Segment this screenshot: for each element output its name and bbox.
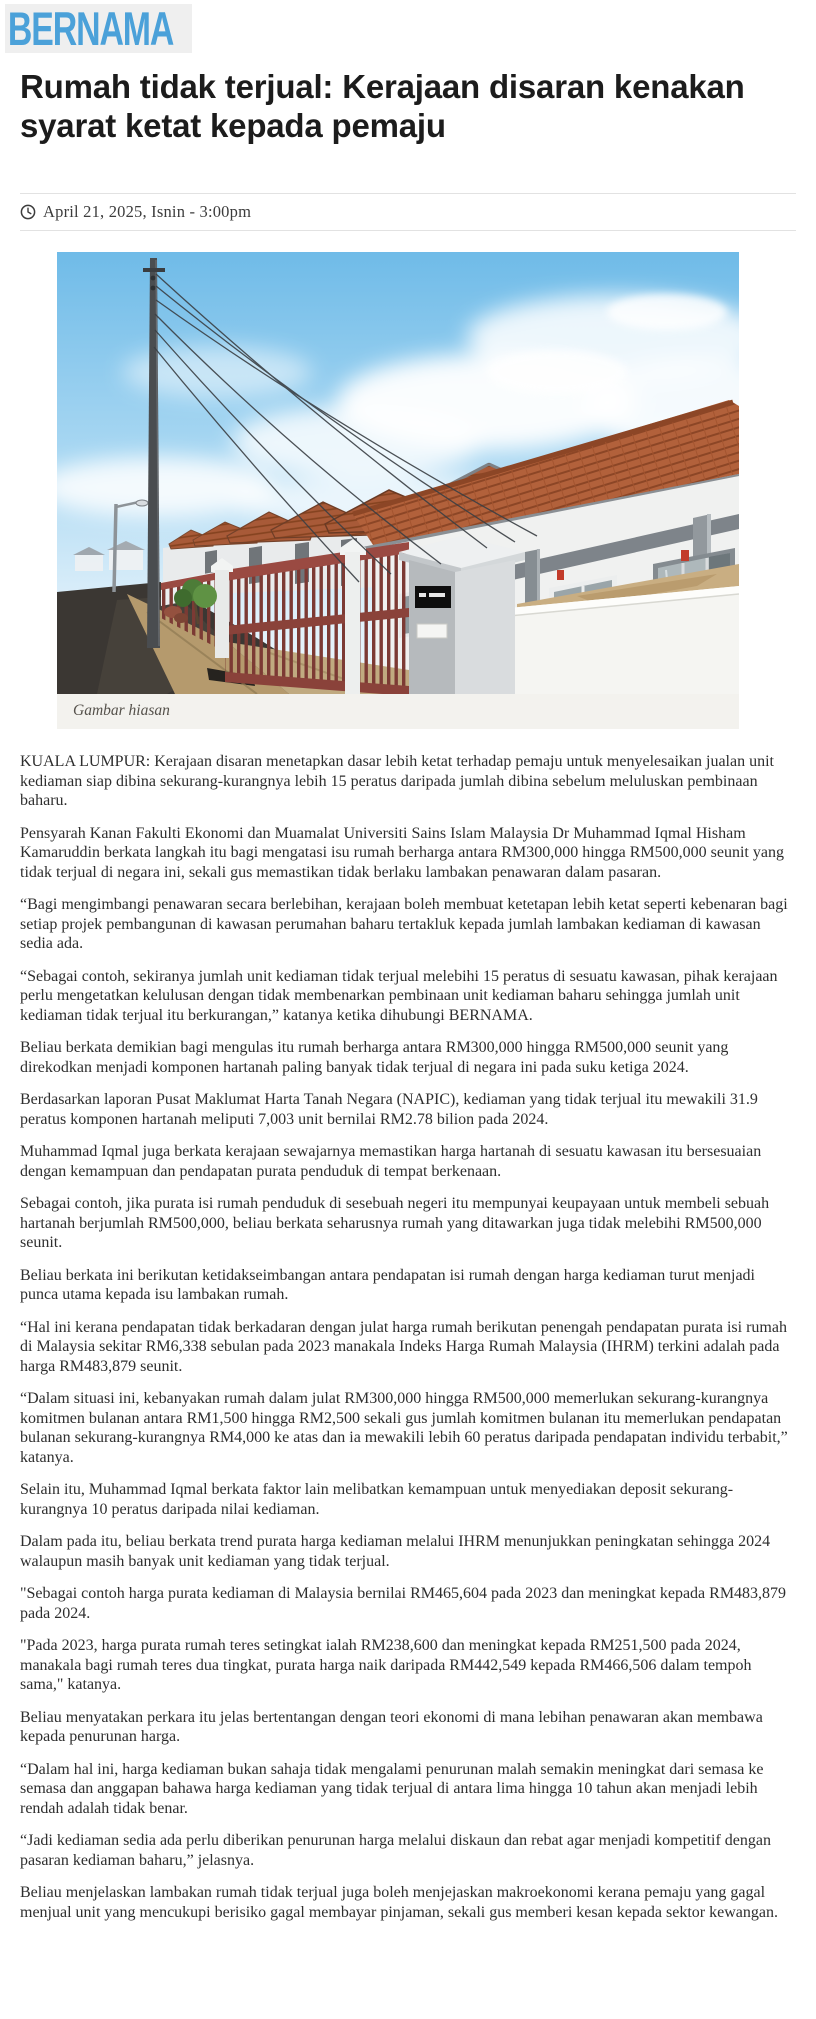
article-paragraph: Beliau menyatakan perkara itu jelas bertentangan dengan teori ekonomi di mana lebihan penawaran akan membawa kepada penurunan harga. [20,1708,763,1745]
article-paragraph: "Sebagai contoh harga purata kediaman di Malaysia bernilai RM465,604 pada 2023 dan meningkat kepada RM483,879 pada 2024. [20,1585,787,1622]
article-paragraph: “Dalam hal ini, harga kediaman bukan sahaja tidak mengalami penurunan malah semakin meningkat dari semasa ke semasa dan anggapan bahawa harga kediaman yang tidak terjual di antara lima hingga 10 tahun akan menjadi lebih rendah adalah tidak benar. [20,1760,764,1817]
article-paragraph: Dalam pada itu, beliau berkata trend purata harga kediaman melalui IHRM menunjukkan peningkatan sehingga 2024 walaupun masih banyak unit kediaman yang tidak terjual. [20,1533,771,1570]
photo-caption: Gambar hiasan [57,694,739,729]
article-paragraph: "Pada 2023, harga purata rumah teres setingkat ialah RM238,600 dan meningkat kepada RM251,500 pada 2024, manakala bagi rumah teres dua tingkat, purata harga naik daripada RM442,549 kepada RM466,506 dalam tempoh sama," katanya. [20,1637,752,1693]
article-paragraph: Berdasarkan laporan Pusat Maklumat Harta Tanah Negara (NAPIC), kediaman yang tidak terjual itu mewakili 31.9 peratus komponen hartanah meliputi 7,003 unit bernilai RM2.78 bilion pada 2024. [20,1091,758,1128]
article-paragraph: Muhammad Iqmal juga berkata kerajaan sewajarnya memastikan harga hartanah di sesuatu kawasan itu bersesuaian dengan kemampuan dan pendapatan purata penduduk di tempat berkenaan. [20,1143,762,1180]
article-paragraph: Pensyarah Kanan Fakulti Ekonomi dan Muamalat Universiti Sains Islam Malaysia Dr Muhammad Iqmal Hisham Kamaruddin berkata langkah itu bagi mengatasi isu rumah berharga antara RM300,000 hingga RM500,000 seunit yang tidak terjual di negara ini, sekali gus memastikan tidak berlaku lambakan penawaran dalam pasaran. [20,824,784,881]
date-bar [20,193,796,231]
bernama-logo-text: BERNAMA [7,4,174,53]
photo-gate-pillar [399,536,525,694]
bernama-logo[interactable] [5,4,192,53]
site-header [0,4,816,53]
article-figure [57,252,739,729]
article-paragraph: “Hal ini kerana pendapatan tidak berkadaran dengan julat harga rumah berikutan penengah pendapatan purata isi rumah di Malaysia sekitar RM6,338 sebulan pada 2023 manakala Indeks Harga Rumah Malaysia (IHRM) terkini adalah pada harga RM483,879 seunit. [20,1318,787,1375]
article-paragraph: “Sebagai contoh, sekiranya jumlah unit kediaman tidak terjual melebihi 15 peratus di sesuatu kawasan, pihak kerajaan perlu mengetatkan kelulusan dengan tidak membenarkan pembinaan unit kediaman baharu sehingga jumlah unit kediaman tidak terjual itu berkurangan,” katanya ketika dihubungi BERNAMA. [20,967,778,1024]
article-paragraph: “Dalam situasi ini, kebanyakan rumah dalam julat RM300,000 hingga RM500,000 memerlukan sekurang-kurangnya komitmen bulanan antara RM1,500 hingga RM2,500 sekali gus jumlah komitmen bulanan itu memerlukan pendapatan bulanan sekurang-kurangnya RM4,000 ke atas dan ia mewakili lebih 60 peratus daripada pendapatan individu terbabit,” katanya. [20,1390,788,1466]
article-paragraph: Sebagai contoh, jika purata isi rumah penduduk di sesebuah negeri itu mempunyai keupayaan untuk membeli sebuah hartanah berjumlah RM500,000, beliau berkata seharusnya rumah yang ditawarkan juga tidak melebihi RM500,000 seunit. [20,1195,770,1251]
publish-date: April 21, 2025, Isnin - 3:00pm [43,202,252,221]
article-photo-image [57,252,739,694]
page-title: Rumah tidak terjual: Kerajaan disaran kenakan syarat ketat kepada pemaju [20,68,745,144]
article-paragraph: “Jadi kediaman sedia ada perlu diberikan penurunan harga melalui diskaun dan rebat agar menjadi kompetitif dengan pasaran kediaman baharu,” jelasnya. [20,1832,771,1869]
article-paragraph: Selain itu, Muhammad Iqmal berkata faktor lain melibatkan kemampuan untuk menyediakan deposit sekurang-kurangnya 10 peratus daripada nilai kediaman. [20,1481,734,1518]
article-paragraph: KUALA LUMPUR: Kerajaan disaran menetapkan dasar lebih ketat terhadap pemaju untuk menyelesaikan jualan unit kediaman siap dibina sekurang-kurangnya lebih 15 peratus daripada jumlah dibina sebelum meluluskan pembinaan baharu. [20,753,774,809]
article-paragraph: Beliau berkata ini berikutan ketidakseimbangan antara pendapatan isi rumah dengan harga kediaman turut menjadi punca utama kepada isu lambakan rumah. [20,1266,755,1303]
clock-icon [20,204,36,220]
article-paragraph: Beliau berkata demikian bagi mengulas itu rumah berharga antara RM300,000 hingga RM500,000 seunit yang direkodkan menjadi komponen hartanah paling banyak tidak terjual di negara ini pada suku ketiga 2024. [20,1039,729,1076]
article-paragraph: “Bagi mengimbangi penawaran secara berlebihan, kerajaan boleh membuat ketetapan lebih ketat seperti kebenaran bagi setiap projek pembangunan di kawasan perumahan baharu tertakluk kepada jumlah lambakan kediaman di kawasan sedia ada. [20,896,788,952]
article-body [20,752,796,1922]
article-paragraph: Beliau menjelaskan lambakan rumah tidak terjual juga boleh menjejaskan makroekonomi kerana pemaju yang gagal menjual unit yang mencukupi berisiko gagal membayar pinjaman, sekali gus memberi kesan kepada sektor kewangan. [20,1884,778,1921]
